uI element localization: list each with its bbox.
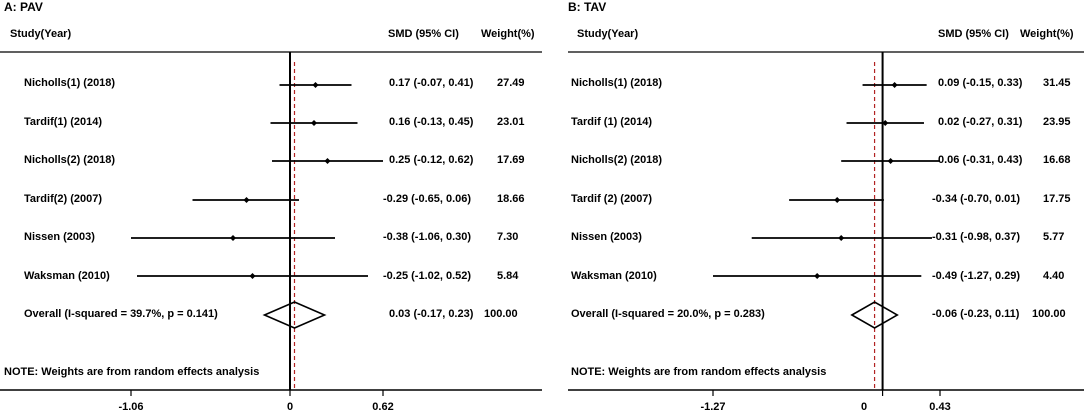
- ci-value: -0.25 (-1.02, 0.52): [383, 270, 472, 282]
- weight-value: 23.95: [1043, 116, 1071, 128]
- study-label: Nissen (2003): [571, 231, 642, 243]
- note-text: NOTE: Weights are from random effects analysis: [571, 366, 827, 378]
- study-label: Nissen (2003): [24, 231, 95, 243]
- x-tick-label: 0.62: [372, 401, 394, 413]
- ci-value: 0.17 (-0.07, 0.41): [389, 77, 474, 89]
- x-tick-label: 0.43: [929, 401, 951, 413]
- forest-panel-b: [542, 0, 1084, 418]
- point-estimate-marker: [325, 158, 331, 164]
- column-header-study: Study(Year): [10, 28, 72, 40]
- weight-value: 18.66: [497, 193, 525, 205]
- ci-value: -0.29 (-0.65, 0.06): [383, 193, 472, 205]
- note-text: NOTE: Weights are from random effects analysis: [4, 366, 260, 378]
- column-header-smd: SMD (95% CI): [938, 28, 1009, 40]
- point-estimate-marker: [250, 273, 256, 279]
- weight-value: 27.49: [497, 77, 525, 89]
- ci-value: -0.38 (-1.06, 0.30): [383, 231, 472, 243]
- ci-value: -0.49 (-1.27, 0.29): [932, 270, 1021, 282]
- point-estimate-marker: [814, 273, 820, 279]
- x-tick-label: -1.27: [700, 401, 726, 413]
- ci-value: 0.09 (-0.15, 0.33): [938, 77, 1023, 89]
- weight-value: 17.75: [1043, 193, 1071, 205]
- point-estimate-marker: [244, 197, 250, 203]
- overall-label: Overall (I-squared = 20.0%, p = 0.283): [571, 308, 765, 320]
- weight-value: 31.45: [1043, 77, 1071, 89]
- overall-weight-value: 100.00: [484, 308, 518, 320]
- study-label: Nicholls(1) (2018): [24, 77, 116, 89]
- weight-value: 23.01: [497, 116, 525, 128]
- study-label: Tardif (1) (2014): [571, 116, 653, 128]
- study-label: Tardif (2) (2007): [571, 193, 653, 205]
- point-estimate-marker: [838, 235, 844, 241]
- study-label: Tardif(1) (2014): [24, 116, 103, 128]
- column-header-weight: Weight(%): [481, 28, 535, 40]
- point-estimate-marker: [888, 158, 894, 164]
- study-label: Waksman (2010): [571, 270, 657, 282]
- study-label: Nicholls(2) (2018): [571, 154, 663, 166]
- study-label: Tardif(2) (2007): [24, 193, 103, 205]
- ci-value: 0.06 (-0.31, 0.43): [938, 154, 1023, 166]
- x-tick-label: 0: [860, 401, 868, 413]
- ci-value: 0.02 (-0.27, 0.31): [938, 116, 1023, 128]
- overall-ci-value: 0.03 (-0.17, 0.23): [389, 308, 474, 320]
- point-estimate-marker: [313, 82, 319, 88]
- x-tick-label: 0: [286, 401, 294, 413]
- study-label: Waksman (2010): [24, 270, 110, 282]
- ci-value: -0.34 (-0.70, 0.01): [932, 193, 1021, 205]
- weight-value: 7.30: [497, 231, 519, 243]
- x-tick-label: -1.06: [118, 401, 144, 413]
- weight-value: 17.69: [497, 154, 525, 166]
- weight-value: 4.40: [1043, 270, 1065, 282]
- weight-value: 5.77: [1043, 231, 1065, 243]
- ci-value: 0.16 (-0.13, 0.45): [389, 116, 474, 128]
- ci-value: 0.25 (-0.12, 0.62): [389, 154, 474, 166]
- forest-plot-b: [542, 0, 1084, 418]
- panel-title: A: PAV: [4, 0, 43, 14]
- weight-value: 5.84: [497, 270, 519, 282]
- overall-label: Overall (I-squared = 39.7%, p = 0.141): [24, 308, 218, 320]
- column-header-study: Study(Year): [577, 28, 639, 40]
- column-header-weight: Weight(%): [1020, 28, 1074, 40]
- point-estimate-marker: [834, 197, 840, 203]
- study-label: Nicholls(1) (2018): [571, 77, 663, 89]
- overall-weight-value: 100.00: [1032, 308, 1066, 320]
- point-estimate-marker: [892, 82, 898, 88]
- point-estimate-marker: [230, 235, 236, 241]
- ci-value: -0.31 (-0.98, 0.37): [932, 231, 1021, 243]
- panel-title: B: TAV: [568, 0, 607, 14]
- weight-value: 16.68: [1043, 154, 1071, 166]
- point-estimate-marker: [311, 120, 317, 126]
- study-label: Nicholls(2) (2018): [24, 154, 116, 166]
- overall-ci-value: -0.06 (-0.23, 0.11): [932, 308, 1020, 320]
- column-header-smd: SMD (95% CI): [388, 28, 459, 40]
